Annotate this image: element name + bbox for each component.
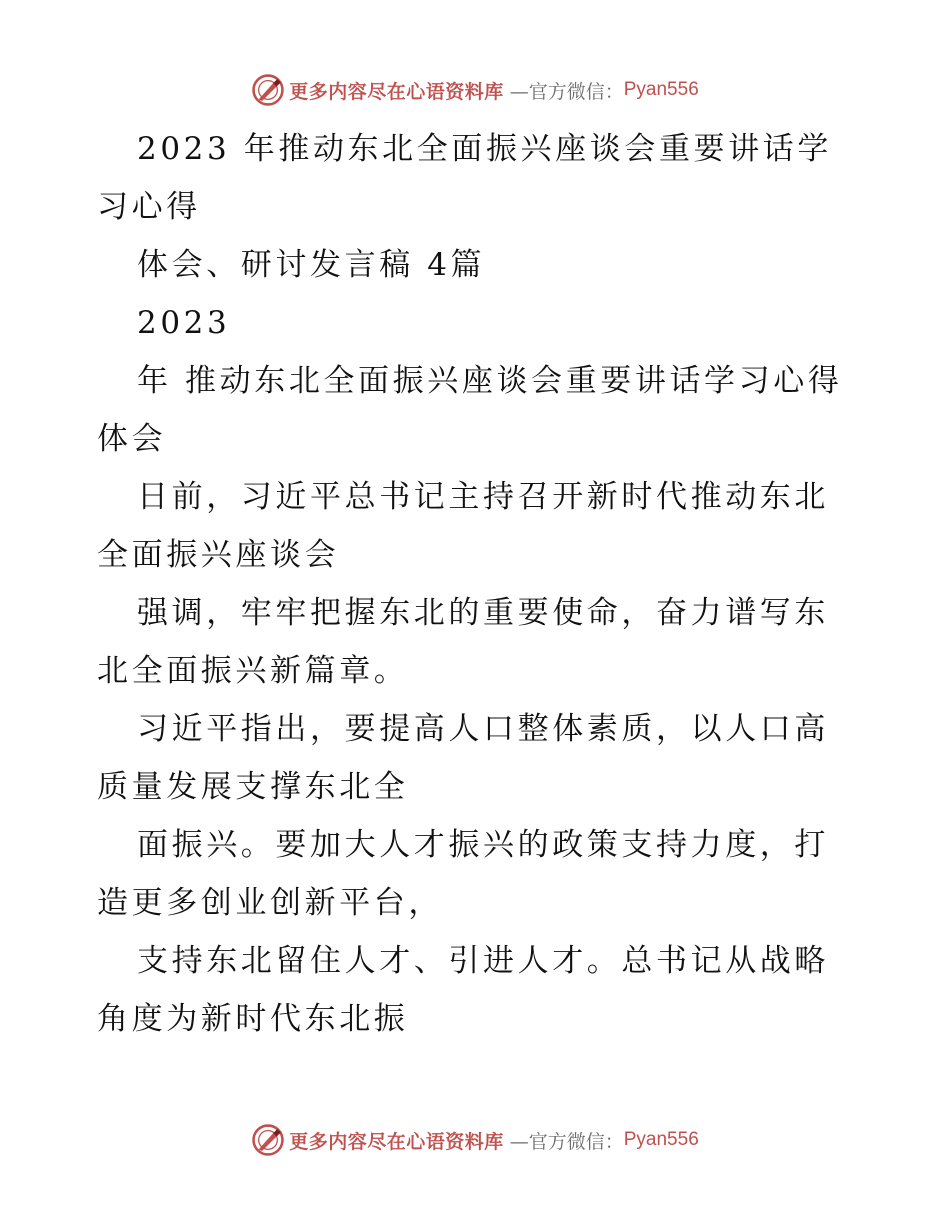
pen-nib-logo-icon: [251, 1123, 285, 1157]
document-title: 2023 年推动东北全面振兴座谈会重要讲话学习心得: [97, 131, 832, 225]
document-subtitle: 体会、研讨发言稿 4篇: [137, 247, 486, 283]
watermark-site-text: 更多内容尽在心语资料库: [289, 80, 504, 103]
watermark-separator: —官方微信：: [509, 1130, 624, 1153]
watermark-separator: —官方微信：: [509, 80, 624, 103]
pen-nib-logo-icon: [251, 73, 285, 107]
watermark-site-text: 更多内容尽在心语资料库: [289, 1130, 504, 1153]
body-paragraph: 面振兴。要加大人才振兴的政策支持力度，打造更多创业创新平台，: [97, 827, 829, 921]
footer-watermark: [0, 1120, 950, 1160]
header-watermark: [0, 70, 950, 110]
section-year: 2023: [137, 305, 231, 341]
body-paragraph: 习近平指出，要提高人口整体素质，以人口高质量发展支撑东北全: [97, 711, 829, 805]
body-paragraph: 日前，习近平总书记主持召开新时代推动东北全面振兴座谈会: [97, 479, 829, 573]
watermark-wechat-id: Pyan556: [623, 1129, 699, 1150]
section-heading: 年 推动东北全面振兴座谈会重要讲话学习心得体会: [97, 363, 843, 457]
body-paragraph: 支持东北留住人才、引进人才。总书记从战略角度为新时代东北振: [97, 943, 829, 1037]
body-paragraph: 强调，牢牢把握东北的重要使命，奋力谱写东北全面振兴新篇章。: [97, 595, 829, 689]
watermark-wechat-id: Pyan556: [623, 79, 699, 100]
document-body: [97, 120, 857, 1048]
